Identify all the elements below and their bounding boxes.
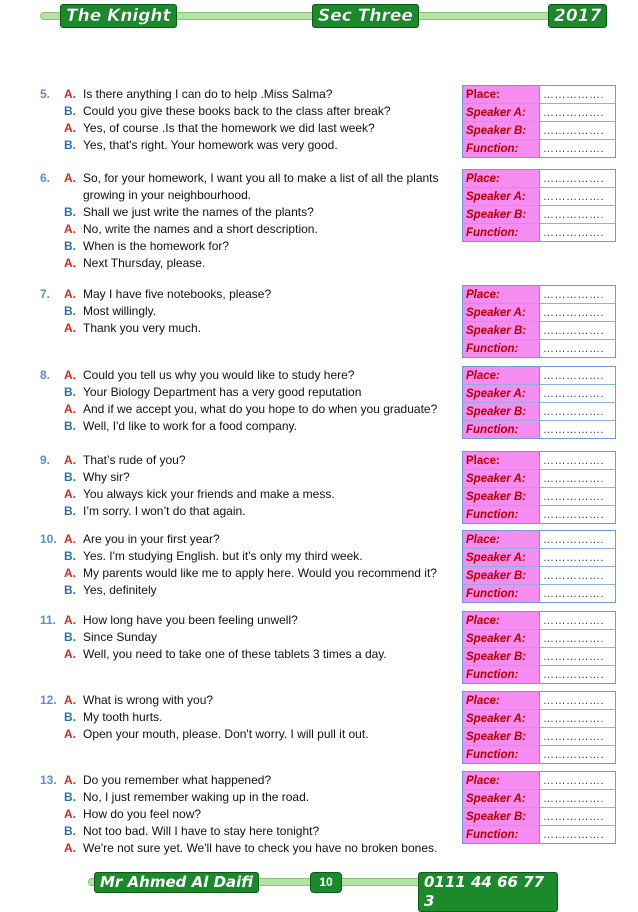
dialogue-line: [64, 222, 318, 237]
speaker-b-label: Speaker B:: [463, 728, 540, 746]
speaker-b-label: Speaker B:: [463, 648, 540, 666]
place-answer-field[interactable]: …………….: [543, 454, 605, 467]
dialogue-line: [64, 188, 251, 203]
dialogue-line: [64, 121, 375, 136]
place-answer-field[interactable]: …………….: [543, 172, 605, 185]
function-label: Function:: [463, 666, 540, 684]
speaker-b-label: Speaker B:: [463, 122, 540, 140]
line-text: And if we accept you, what do you hope to do when you graduate?: [83, 402, 438, 416]
function-answer-field[interactable]: …………….: [540, 666, 616, 684]
speaker-b-answer-field[interactable]: …………….: [540, 567, 616, 585]
dialogue-number: 11.: [40, 613, 57, 627]
answer-box: [462, 85, 616, 158]
function-answer-field[interactable]: …………….: [540, 140, 616, 158]
dialogue-number: 9.: [40, 453, 51, 467]
speaker-b-answer-field[interactable]: …………….: [540, 488, 616, 506]
speaker-b-label: Speaker B:: [463, 808, 540, 826]
place-answer-field[interactable]: …………….: [543, 288, 605, 301]
function-label: Function:: [463, 421, 540, 439]
line-text: No, write the names and a short description.: [83, 222, 318, 236]
dialogue-line: [64, 647, 387, 662]
place-label: Place:: [463, 612, 540, 630]
dialogue-line: [64, 470, 130, 485]
line-text: Are you in your first year?: [83, 532, 220, 546]
function-answer-field[interactable]: …………….: [540, 340, 616, 358]
speaker-b-answer-field[interactable]: …………….: [540, 122, 616, 140]
header-section: Sec Three: [312, 4, 419, 28]
speaker-b-label: Speaker B:: [463, 206, 540, 224]
line-text: May I have five notebooks, please?: [83, 287, 272, 301]
speaker-a-label: Speaker A:: [463, 385, 540, 403]
speaker-a-answer-field[interactable]: …………….: [540, 790, 616, 808]
speaker-marker: A.: [64, 287, 76, 301]
speaker-b-answer-field[interactable]: …………….: [540, 322, 616, 340]
speaker-marker: B.: [64, 583, 76, 597]
function-answer-field[interactable]: …………….: [540, 826, 616, 844]
answer-box: [462, 530, 616, 603]
line-text: How long have you been feeling unwell?: [83, 613, 298, 627]
speaker-b-answer-field[interactable]: …………….: [540, 648, 616, 666]
dialogue-line: [64, 549, 363, 564]
dialogue-line: [64, 710, 162, 725]
page-number: 10: [310, 872, 342, 893]
dialogue-line: [64, 453, 186, 468]
dialogue-line: [64, 487, 335, 502]
dialogue-line: [64, 630, 157, 645]
place-label: Place:: [463, 531, 540, 549]
function-label: Function:: [463, 826, 540, 844]
place-answer-field[interactable]: …………….: [543, 694, 605, 707]
speaker-marker: B.: [64, 104, 76, 118]
dialogue-line: [64, 693, 213, 708]
dialogue-line: [64, 583, 157, 598]
place-label: Place:: [463, 286, 540, 304]
dialogue-line: [64, 824, 319, 839]
speaker-marker: A.: [64, 121, 76, 135]
dialogue-line: [64, 841, 437, 856]
speaker-marker: B.: [64, 630, 76, 644]
speaker-b-label: Speaker B:: [463, 403, 540, 421]
line-text: How do you feel now?: [83, 807, 202, 821]
place-label: Place:: [463, 367, 540, 385]
speaker-marker: A.: [64, 566, 76, 580]
speaker-marker: B.: [64, 710, 76, 724]
line-text: Shall we just write the names of the plants?: [83, 205, 314, 219]
speaker-marker: A.: [64, 807, 76, 821]
line-text: Could you tell us why you would like to study here?: [83, 368, 355, 382]
dialogue-line: [64, 504, 246, 519]
function-answer-field[interactable]: …………….: [540, 585, 616, 603]
function-answer-field[interactable]: …………….: [540, 746, 616, 764]
dialogue-line: [64, 385, 361, 400]
dialogue-line: [64, 87, 332, 102]
function-label: Function:: [463, 585, 540, 603]
dialogue-line: [64, 287, 271, 302]
dialogue-line: [64, 368, 354, 383]
function-answer-field[interactable]: …………….: [540, 421, 616, 439]
speaker-marker: A.: [64, 222, 76, 236]
dialogue-line: [64, 532, 220, 547]
speaker-marker: A.: [64, 532, 76, 546]
line-text: Yes, that's right. Your homework was very good.: [83, 138, 338, 152]
function-answer-field[interactable]: …………….: [540, 506, 616, 524]
dialogue-number: 12.: [40, 693, 57, 707]
speaker-marker: A.: [64, 613, 76, 627]
speaker-b-label: Speaker B:: [463, 322, 540, 340]
speaker-a-answer-field[interactable]: …………….: [540, 549, 616, 567]
speaker-b-answer-field[interactable]: …………….: [540, 206, 616, 224]
answer-box: [462, 366, 616, 439]
speaker-marker: B.: [64, 549, 76, 563]
function-label: Function:: [463, 224, 540, 242]
speaker-marker: A.: [64, 321, 76, 335]
speaker-a-answer-field[interactable]: …………….: [540, 104, 616, 122]
speaker-a-label: Speaker A:: [463, 104, 540, 122]
dialogue-line: [64, 790, 309, 805]
dialogue-line: [64, 773, 271, 788]
speaker-marker: B.: [64, 419, 76, 433]
dialogue-line: [64, 104, 391, 119]
speaker-b-answer-field[interactable]: …………….: [540, 728, 616, 746]
speaker-a-label: Speaker A:: [463, 470, 540, 488]
footer-author: Mr Ahmed Al Daifi: [94, 872, 259, 893]
speaker-a-answer-field[interactable]: …………….: [540, 188, 616, 206]
dialogue-line: [64, 807, 201, 822]
line-text: Yes, of course .Is that the homework we did last week?: [83, 121, 375, 135]
line-text: No, I just remember waking up in the road.: [83, 790, 310, 804]
speaker-a-answer-field[interactable]: …………….: [540, 470, 616, 488]
speaker-a-label: Speaker A:: [463, 790, 540, 808]
speaker-marker: B.: [64, 205, 76, 219]
dialogue-line: [64, 205, 314, 220]
place-label: Place:: [463, 692, 540, 710]
speaker-marker: A.: [64, 87, 76, 101]
header-year: 2017: [548, 4, 607, 28]
dialogue-line: [64, 613, 298, 628]
speaker-marker: A.: [64, 256, 76, 270]
speaker-b-label: Speaker B:: [463, 488, 540, 506]
dialogue-line: [64, 727, 369, 742]
speaker-marker: B.: [64, 790, 76, 804]
line-text: Next Thursday, please.: [83, 256, 206, 270]
speaker-a-answer-field[interactable]: …………….: [540, 710, 616, 728]
dialogue-line: [64, 138, 338, 153]
place-answer-field[interactable]: …………….: [543, 88, 605, 101]
dialogue-line: [64, 304, 156, 319]
answer-box: [462, 285, 616, 358]
footer-phone: 0111 44 66 77 3: [418, 872, 558, 912]
speaker-marker: A.: [64, 368, 76, 382]
line-text: Yes. I'm studying English. but it's only my third week.: [83, 549, 363, 563]
speaker-a-label: Speaker A:: [463, 304, 540, 322]
function-label: Function:: [463, 506, 540, 524]
dialogue-line: [64, 419, 297, 434]
line-text: I’m sorry. I won’t do that again.: [83, 504, 246, 518]
speaker-a-label: Speaker A:: [463, 630, 540, 648]
function-label: Function:: [463, 746, 540, 764]
speaker-marker: A.: [64, 171, 76, 185]
speaker-b-answer-field[interactable]: …………….: [540, 808, 616, 826]
line-text: Well, you need to take one of these tablets 3 times a day.: [83, 647, 387, 661]
line-text: Thank you very much.: [83, 321, 202, 335]
place-answer-field[interactable]: …………….: [543, 369, 605, 382]
speaker-marker: A.: [64, 402, 76, 416]
answer-box: [462, 169, 616, 242]
dialogue-line: [64, 171, 439, 186]
speaker-marker: A.: [64, 453, 76, 467]
speaker-a-answer-field[interactable]: …………….: [540, 630, 616, 648]
line-text: Most willingly.: [83, 304, 157, 318]
speaker-marker: A.: [64, 487, 76, 501]
speaker-a-label: Speaker A:: [463, 549, 540, 567]
answer-box: [462, 611, 616, 684]
dialogue-line: [64, 566, 437, 581]
dialogue-line: [64, 239, 229, 254]
line-text: Since Sunday: [83, 630, 158, 644]
speaker-b-label: Speaker B:: [463, 567, 540, 585]
header-title: The Knight: [60, 4, 177, 28]
place-label: Place:: [463, 86, 540, 104]
dialogue-number: 10.: [40, 532, 57, 546]
line-text: My tooth hurts.: [83, 710, 163, 724]
place-answer-field[interactable]: …………….: [543, 774, 605, 787]
function-label: Function:: [463, 340, 540, 358]
line-text: When is the homework for?: [83, 239, 230, 253]
line-text: Yes, definitely: [83, 583, 157, 597]
answer-box: [462, 691, 616, 764]
place-label: Place:: [463, 170, 540, 188]
line-text: We're not sure yet. We'll have to check you have no broken bones.: [83, 841, 438, 855]
line-text: You always kick your friends and make a mess.: [83, 487, 335, 501]
dialogue-number: 13.: [40, 773, 57, 787]
speaker-a-label: Speaker A:: [463, 710, 540, 728]
speaker-a-answer-field[interactable]: …………….: [540, 385, 616, 403]
answer-box: [462, 451, 616, 524]
line-text: Do you remember what happened?: [83, 773, 272, 787]
dialogue-number: 7.: [40, 287, 51, 301]
line-text: That’s rude of you?: [83, 453, 186, 467]
answer-box: [462, 771, 616, 844]
speaker-marker: B.: [64, 239, 76, 253]
speaker-a-label: Speaker A:: [463, 188, 540, 206]
line-text: Your Biology Department has a very good reputation: [83, 385, 362, 399]
speaker-marker: A.: [64, 693, 76, 707]
line-text: What is wrong with you?: [83, 693, 214, 707]
dialogue-number: 6.: [40, 171, 51, 185]
dialogue-number: 8.: [40, 368, 51, 382]
speaker-a-answer-field[interactable]: …………….: [540, 304, 616, 322]
dialogue-number: 5.: [40, 87, 51, 101]
speaker-b-answer-field[interactable]: …………….: [540, 403, 616, 421]
place-label: Place:: [463, 772, 540, 790]
line-text: Well, I'd like to work for a food company.: [83, 419, 297, 433]
place-answer-field[interactable]: …………….: [543, 614, 605, 627]
dialogue-line: [64, 321, 201, 336]
page-header: [40, 4, 600, 28]
line-text: Not too bad. Will I have to stay here tonight?: [83, 824, 320, 838]
line-text: Why sir?: [83, 470, 130, 484]
place-answer-field[interactable]: …………….: [543, 533, 605, 546]
speaker-marker: B.: [64, 138, 76, 152]
dialogue-line: [64, 402, 437, 417]
function-label: Function:: [463, 140, 540, 158]
line-text: Is there anything I can do to help .Miss Salma?: [83, 87, 333, 101]
speaker-marker: B.: [64, 470, 76, 484]
page-footer: [88, 872, 558, 910]
place-label: Place:: [463, 452, 540, 470]
dialogue-line: [64, 256, 205, 271]
speaker-marker: B.: [64, 824, 76, 838]
line-text: So, for your homework, I want you all to make a list of all the plants: [83, 171, 439, 185]
speaker-marker: A.: [64, 841, 76, 855]
line-text: Could you give these books back to the class after break?: [83, 104, 391, 118]
line-text: growing in your neighbourhood.: [83, 188, 252, 202]
speaker-marker: A.: [64, 773, 76, 787]
speaker-marker: B.: [64, 504, 76, 518]
speaker-marker: A.: [64, 647, 76, 661]
speaker-marker: B.: [64, 304, 76, 318]
speaker-marker: B.: [64, 385, 76, 399]
line-text: Open your mouth, please. Don't worry. I will pull it out.: [83, 727, 369, 741]
speaker-marker: A.: [64, 727, 76, 741]
line-text: My parents would like me to apply here. Would you recommend it?: [83, 566, 437, 580]
function-answer-field[interactable]: …………….: [540, 224, 616, 242]
